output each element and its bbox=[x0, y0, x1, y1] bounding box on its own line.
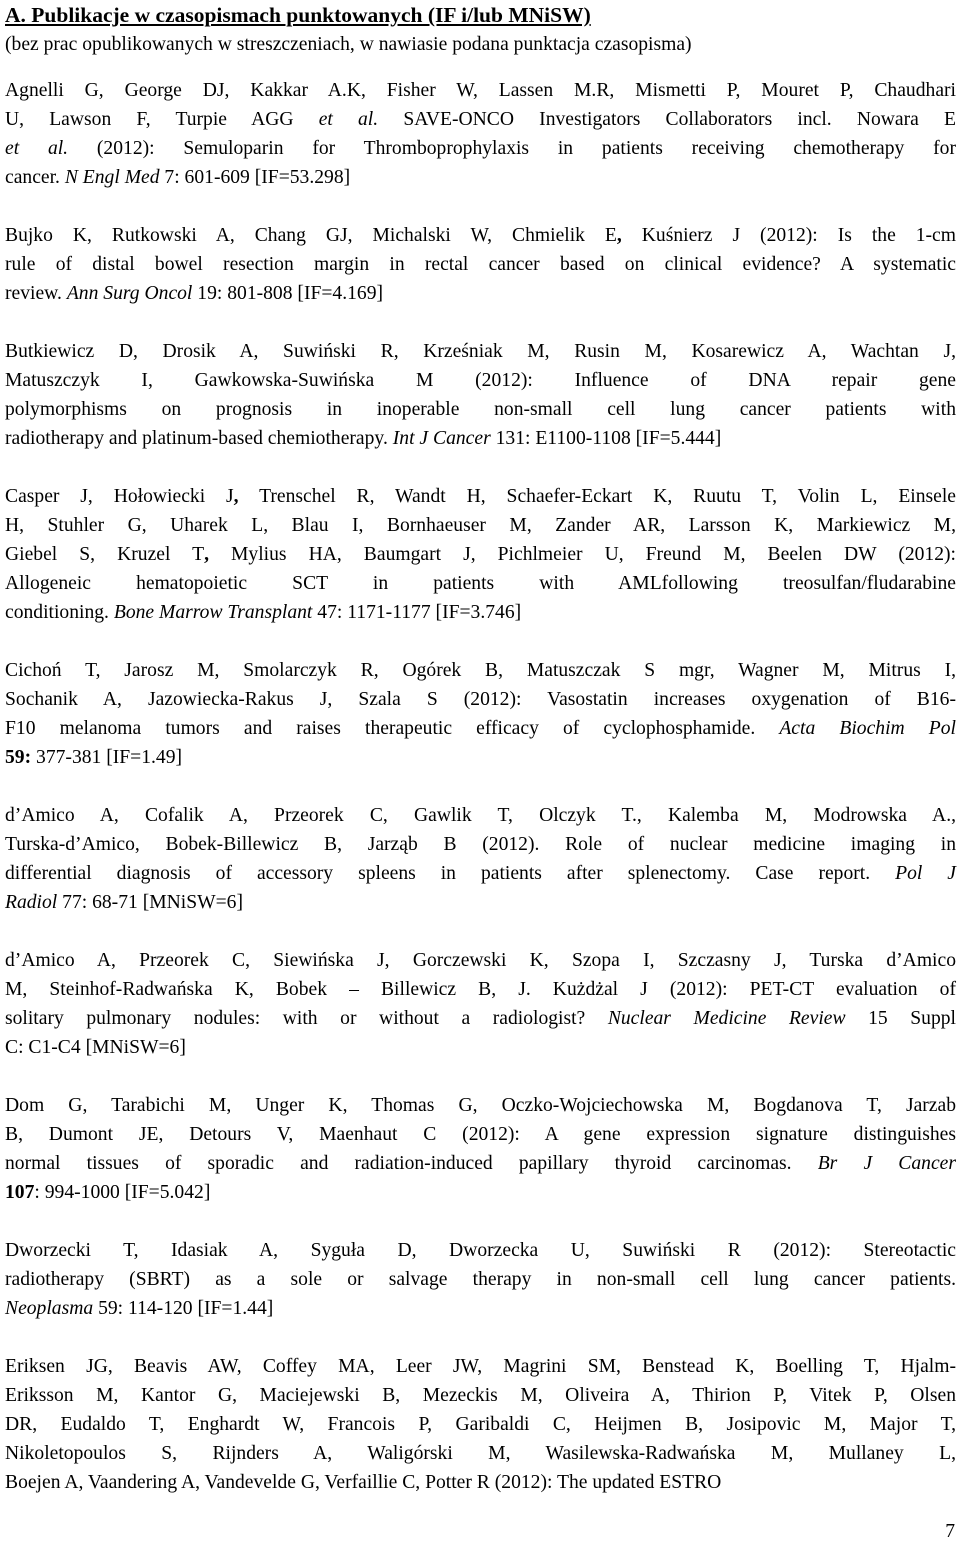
citation-text: Butkiewicz D, Drosik A, Suwiński R, Krześniak M, Rusin M, Kosarewicz A, Wachtan J, bbox=[5, 341, 956, 362]
citation-text: 15 Suppl bbox=[845, 1008, 957, 1029]
citation-text: 7: 601-609 [IF=53.298] bbox=[159, 167, 351, 188]
page-number: 7 bbox=[945, 1521, 955, 1542]
publication-line bbox=[5, 134, 956, 163]
citation-text: d’Amico A, Cofalik A, Przeorek C, Gawlik T, Olczyk T., Kalemba M, Modrowska A., bbox=[5, 805, 956, 826]
publication-entry bbox=[5, 221, 956, 308]
publication-line bbox=[5, 1178, 956, 1207]
publication-line bbox=[5, 366, 956, 395]
citation-text: H, Stuhler G, Uharek L, Blau I, Bornhaeuser M, Zander AR, Larsson K, Markiewicz M, bbox=[5, 515, 956, 536]
citation-text: Giebel S, Kruzel T bbox=[5, 544, 205, 565]
bold-text: , bbox=[233, 486, 239, 507]
publication-entry bbox=[5, 801, 956, 917]
journal-or-italic-text: Pol J bbox=[895, 863, 956, 884]
document-page bbox=[5, 0, 956, 1526]
citation-text: polymorphisms on prognosis in inoperable non-small cell lung cancer patients with bbox=[5, 399, 956, 420]
citation-text: DR, Eudaldo T, Enghardt W, Francois P, Garibaldi C, Heijmen B, Josipovic M, Major T, bbox=[5, 1414, 956, 1435]
publication-line bbox=[5, 888, 956, 917]
publication-line bbox=[5, 1352, 956, 1381]
publication-line bbox=[5, 279, 956, 308]
publication-entry bbox=[5, 946, 956, 1062]
publication-line bbox=[5, 1381, 956, 1410]
publication-line bbox=[5, 163, 956, 192]
journal-or-italic-text: et al. bbox=[318, 109, 379, 130]
publication-entry bbox=[5, 337, 956, 453]
journal-or-italic-text: Bone Marrow Transplant bbox=[113, 602, 313, 623]
bold-text: , bbox=[616, 225, 622, 246]
publication-list bbox=[5, 76, 956, 1497]
citation-text: M, Steinhof-Radwańska K, Bobek – Billewicz B, J. Kużdżal J (2012): PET-CT evaluation of bbox=[5, 979, 956, 1000]
publication-line bbox=[5, 1294, 956, 1323]
publication-line bbox=[5, 975, 956, 1004]
citation-text: 77: 68-71 [MNiSW=6] bbox=[57, 892, 243, 913]
journal-or-italic-text: Nuclear Medicine Review bbox=[607, 1008, 846, 1029]
publication-line bbox=[5, 743, 956, 772]
citation-text: Nikoletopoulos S, Rijnders A, Waligórski M, Wasilewska-Radwańska M, Mullaney L, bbox=[5, 1443, 956, 1464]
publication-entry bbox=[5, 1236, 956, 1323]
citation-text: : 994-1000 [IF=5.042] bbox=[34, 1182, 211, 1203]
citation-text: cancer. bbox=[5, 167, 65, 188]
publication-entry bbox=[5, 76, 956, 192]
citation-text: B, Dumont JE, Detours V, Maenhaut C (2012): A gene expression signature distinguishes bbox=[5, 1124, 956, 1145]
journal-or-italic-text: Radiol bbox=[5, 892, 58, 913]
publication-line bbox=[5, 801, 956, 830]
publication-line bbox=[5, 1120, 956, 1149]
citation-text: F10 melanoma tumors and raises therapeutic efficacy of cyclophosphamide. bbox=[5, 718, 780, 739]
citation-text: C: C1-C4 [MNiSW=6] bbox=[5, 1037, 186, 1058]
publication-entry bbox=[5, 656, 956, 772]
section-subheading: (bez prac opublikowanych w streszczeniach, w nawiasie podana punktacja czasopisma) bbox=[5, 34, 692, 55]
publication-line bbox=[5, 1439, 956, 1468]
citation-text: 59: 114-120 [IF=1.44] bbox=[93, 1298, 274, 1319]
publication-line bbox=[5, 250, 956, 279]
publication-line bbox=[5, 395, 956, 424]
journal-or-italic-text: Br J Cancer bbox=[817, 1153, 956, 1174]
citation-text: radiotherapy and platinum-based chemiotherapy. bbox=[5, 428, 393, 449]
citation-text: SAVE-ONCO Investigators Collaborators incl. Nowara E bbox=[378, 109, 956, 130]
publication-line bbox=[5, 1468, 956, 1497]
publication-entry bbox=[5, 1091, 956, 1207]
citation-text: Bujko K, Rutkowski A, Chang GJ, Michalski W, Chmielik E bbox=[5, 225, 617, 246]
bold-text: 107 bbox=[5, 1182, 35, 1203]
publication-line bbox=[5, 830, 956, 859]
citation-text: Sochanik A, Jazowiecka-Rakus J, Szala S (2012): Vasostatin increases oxygenation of B16- bbox=[5, 689, 956, 710]
publication-line bbox=[5, 714, 956, 743]
citation-text: Turska-d’Amico, Bobek-Billewicz B, Jarząb B (2012). Role of nuclear medicine imaging in bbox=[5, 834, 956, 855]
citation-text: Dom G, Tarabichi M, Unger K, Thomas G, Oczko-Wojciechowska M, Bogdanova T, Jarzab bbox=[5, 1095, 956, 1116]
citation-text: 19: 801-808 [IF=4.169] bbox=[192, 283, 384, 304]
publication-line bbox=[5, 946, 956, 975]
publication-line bbox=[5, 1410, 956, 1439]
citation-text: radiotherapy (SBRT) as a sole or salvage therapy in non-small cell lung cancer patients. bbox=[5, 1269, 956, 1290]
journal-or-italic-text: Acta Biochim Pol bbox=[779, 718, 956, 739]
publication-line bbox=[5, 1149, 956, 1178]
publication-line bbox=[5, 1236, 956, 1265]
citation-text: Eriksson M, Kantor G, Maciejewski B, Mezeckis M, Oliveira A, Thirion P, Vitek P, Olsen bbox=[5, 1385, 956, 1406]
citation-text: U, Lawson F, Turpie AGG bbox=[5, 109, 319, 130]
publication-line bbox=[5, 656, 956, 685]
citation-text: conditioning. bbox=[5, 602, 114, 623]
publication-entry bbox=[5, 482, 956, 627]
bold-text: , bbox=[204, 544, 209, 565]
journal-or-italic-text: N Engl Med bbox=[64, 167, 160, 188]
citation-text: differential diagnosis of accessory spleens in patients after splenectomy. Case report. bbox=[5, 863, 896, 884]
publication-line bbox=[5, 540, 956, 569]
citation-text: normal tissues of sporadic and radiation-induced papillary thyroid carcinomas. bbox=[5, 1153, 818, 1174]
citation-text: Trenschel R, Wandt H, Schaefer-Eckart K, Ruutu T, Volin L, Einsele bbox=[238, 486, 956, 507]
publication-line bbox=[5, 569, 956, 598]
citation-text: 377-381 [IF=1.49] bbox=[31, 747, 183, 768]
citation-text: Dworzecki T, Idasiak A, Syguła D, Dworzecka U, Suwiński R (2012): Stereotactic bbox=[5, 1240, 956, 1261]
citation-text: Eriksen JG, Beavis AW, Coffey MA, Leer JW, Magrini SM, Benstead K, Boelling T, Hjalm- bbox=[5, 1356, 956, 1377]
publication-line bbox=[5, 1091, 956, 1120]
publication-line bbox=[5, 424, 956, 453]
citation-text: Casper J, Hołowiecki J bbox=[5, 486, 234, 507]
publication-line bbox=[5, 1033, 956, 1062]
publication-line bbox=[5, 1265, 956, 1294]
citation-text: Allogeneic hematopoietic SCT in patients with AMLfollowing treosulfan/fludarabine bbox=[5, 573, 956, 594]
publication-line bbox=[5, 598, 956, 627]
publication-line bbox=[5, 482, 956, 511]
citation-text: Agnelli G, George DJ, Kakkar A.K, Fisher W, Lassen M.R, Mismetti P, Mouret P, Chaudhari bbox=[5, 80, 956, 101]
publication-line bbox=[5, 76, 956, 105]
citation-text: Cichoń T, Jarosz M, Smolarczyk R, Ogórek B, Matuszczak S mgr, Wagner M, Mitrus I, bbox=[5, 660, 956, 681]
publication-line bbox=[5, 105, 956, 134]
citation-text: solitary pulmonary nodules: with or without a radiologist? bbox=[5, 1008, 608, 1029]
citation-text: Boejen A, Vaandering A, Vandevelde G, Verfaillie C, Potter R (2012): The updated ESTRO bbox=[5, 1472, 722, 1493]
publication-entry bbox=[5, 1352, 956, 1497]
journal-or-italic-text: Int J Cancer bbox=[392, 428, 491, 449]
citation-text: rule of distal bowel resection margin in rectal cancer based on clinical evidence? A systematic bbox=[5, 254, 956, 275]
publication-line bbox=[5, 685, 956, 714]
publication-line bbox=[5, 221, 956, 250]
section-heading: A. Publikacje w czasopismach punktowanych (IF i/lub MNiSW) bbox=[5, 3, 591, 27]
publication-line bbox=[5, 511, 956, 540]
citation-text: Kuśnierz J (2012): Is the 1-cm bbox=[621, 225, 956, 246]
citation-text: 47: 1171-1177 [IF=3.746] bbox=[312, 602, 522, 623]
publication-line bbox=[5, 1004, 956, 1033]
journal-or-italic-text: et al. bbox=[5, 138, 69, 159]
journal-or-italic-text: Neoplasma bbox=[5, 1298, 94, 1319]
citation-text: Mylius HA, Baumgart J, Pichlmeier U, Freund M, Beelen DW (2012): bbox=[208, 544, 956, 565]
citation-text: (2012): Semuloparin for Thromboprophylaxis in patients receiving chemotherapy for bbox=[68, 138, 956, 159]
citation-text: 131: E1100-1108 [IF=5.444] bbox=[490, 428, 722, 449]
bold-text: 59: bbox=[5, 747, 32, 768]
citation-text: review. bbox=[5, 283, 67, 304]
publication-line bbox=[5, 859, 956, 888]
publication-line bbox=[5, 337, 956, 366]
citation-text: d’Amico A, Przeorek C, Siewińska J, Gorczewski K, Szopa I, Szczasny J, Turska d’Amico bbox=[5, 950, 956, 971]
citation-text: Matuszczyk I, Gawkowska-Suwińska M (2012): Influence of DNA repair gene bbox=[5, 370, 956, 391]
journal-or-italic-text: Ann Surg Oncol bbox=[66, 283, 193, 304]
